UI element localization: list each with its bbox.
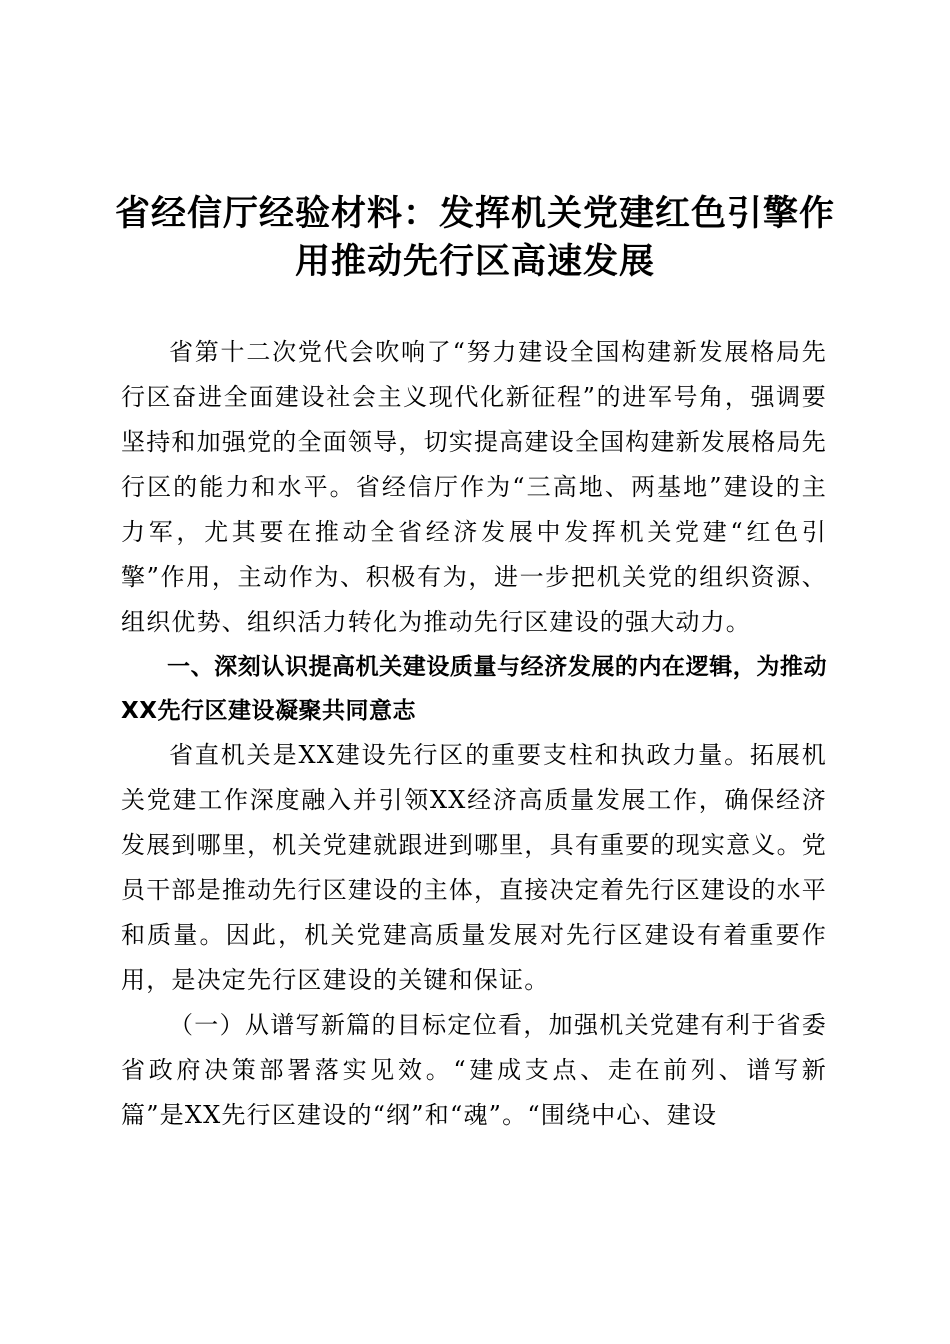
section-1-paragraph: 省直机关是XX建设先行区的重要支柱和执政力量。拓展机关党建工作深度融入并引领XX经济高质量发展工作，确保经济发展到哪里，机关党建就跟进到哪里，具有重要的现实意义。党员干部是推动先行区建设的主体，直接决定着先行区建设的水平和质量。因此，机关党建高质量发展对先行区建设有着重要作用，是决定先行区建设的关键和保证。	[121, 741, 827, 994]
intro-paragraph: 省第十二次党代会吹响了“努力建设全国构建新发展格局先行区奋进全面建设社会主义现代化新征程”的进军号角，强调要坚持和加强党的全面领导，切实提高建设全国构建新发展格局先行区的能力和水平。省经信厅作为“三高地、两基地”建设的主力军，尤其要在推动全省经济发展中发挥机关党建“红色引擎”作用，主动作为、积极有为，进一步把机关党的组织资源、组织优势、组织活力转化为推动先行区建设的强大动力。	[121, 338, 827, 636]
document-title: 省经信厅经验材料：发挥机关党建红色引擎作用推动先行区高速发展	[114, 194, 835, 282]
section-heading-1: 一、深刻认识提高机关建设质量与经济发展的内在逻辑，为推动XX先行区建设凝聚共同意志	[121, 654, 827, 724]
document-body	[121, 330, 827, 1138]
subsection-1-paragraph: （一）从谱写新篇的目标定位看，加强机关党建有利于省委省政府决策部署落实见效。“建成支点、走在前列、谱写新篇”是XX先行区建设的“纲”和“魂”。“围绕中心、建设	[121, 1011, 827, 1129]
